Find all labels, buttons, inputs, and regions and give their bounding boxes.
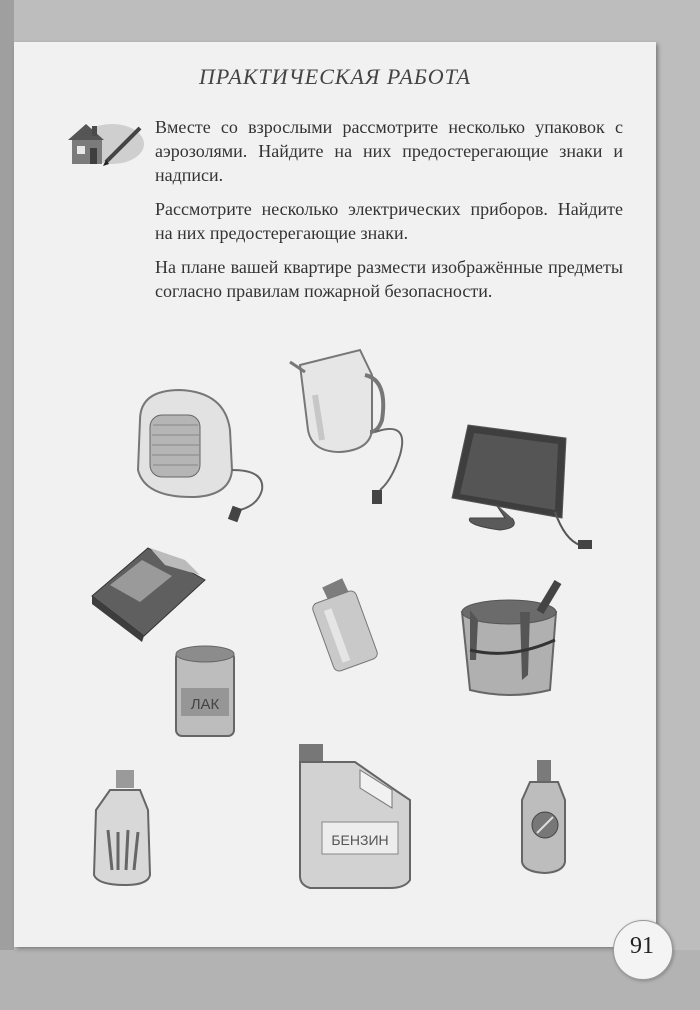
electric-heater-illustration bbox=[138, 390, 262, 522]
gasoline-canister-illustration bbox=[299, 744, 410, 888]
instruction-paragraph-3: На плане вашей квартире размести изображённые предметы согласно правилам пожарной безопасности. bbox=[155, 257, 623, 301]
instruction-paragraph-2: Рассмотрите несколько электрических приборов. Найдите на них предостерегающие знаки. bbox=[155, 199, 623, 243]
page-title: ПРАКТИЧЕСКАЯ РАБОТА bbox=[199, 64, 471, 89]
paint-bucket-illustration bbox=[462, 582, 558, 695]
flammable-bottle-illustration bbox=[94, 770, 150, 885]
lacquer-jar-illustration bbox=[176, 646, 234, 736]
page-number: 91 bbox=[630, 933, 654, 959]
tv-monitor-illustration bbox=[452, 425, 592, 549]
instruction-paragraph-1: Вместе со взрослыми рассмотрите несколько упаковок с аэрозолями. Найдите на них предостерегающие знаки и надписи. bbox=[155, 117, 623, 185]
canister-label: БЕНЗИН bbox=[331, 832, 389, 848]
matchbox-illustration bbox=[92, 548, 205, 642]
aerosol-spray-illustration bbox=[522, 760, 565, 873]
electric-kettle-illustration bbox=[290, 350, 402, 504]
lighter-illustration bbox=[311, 578, 379, 673]
jar-label: ЛАК bbox=[190, 696, 220, 713]
